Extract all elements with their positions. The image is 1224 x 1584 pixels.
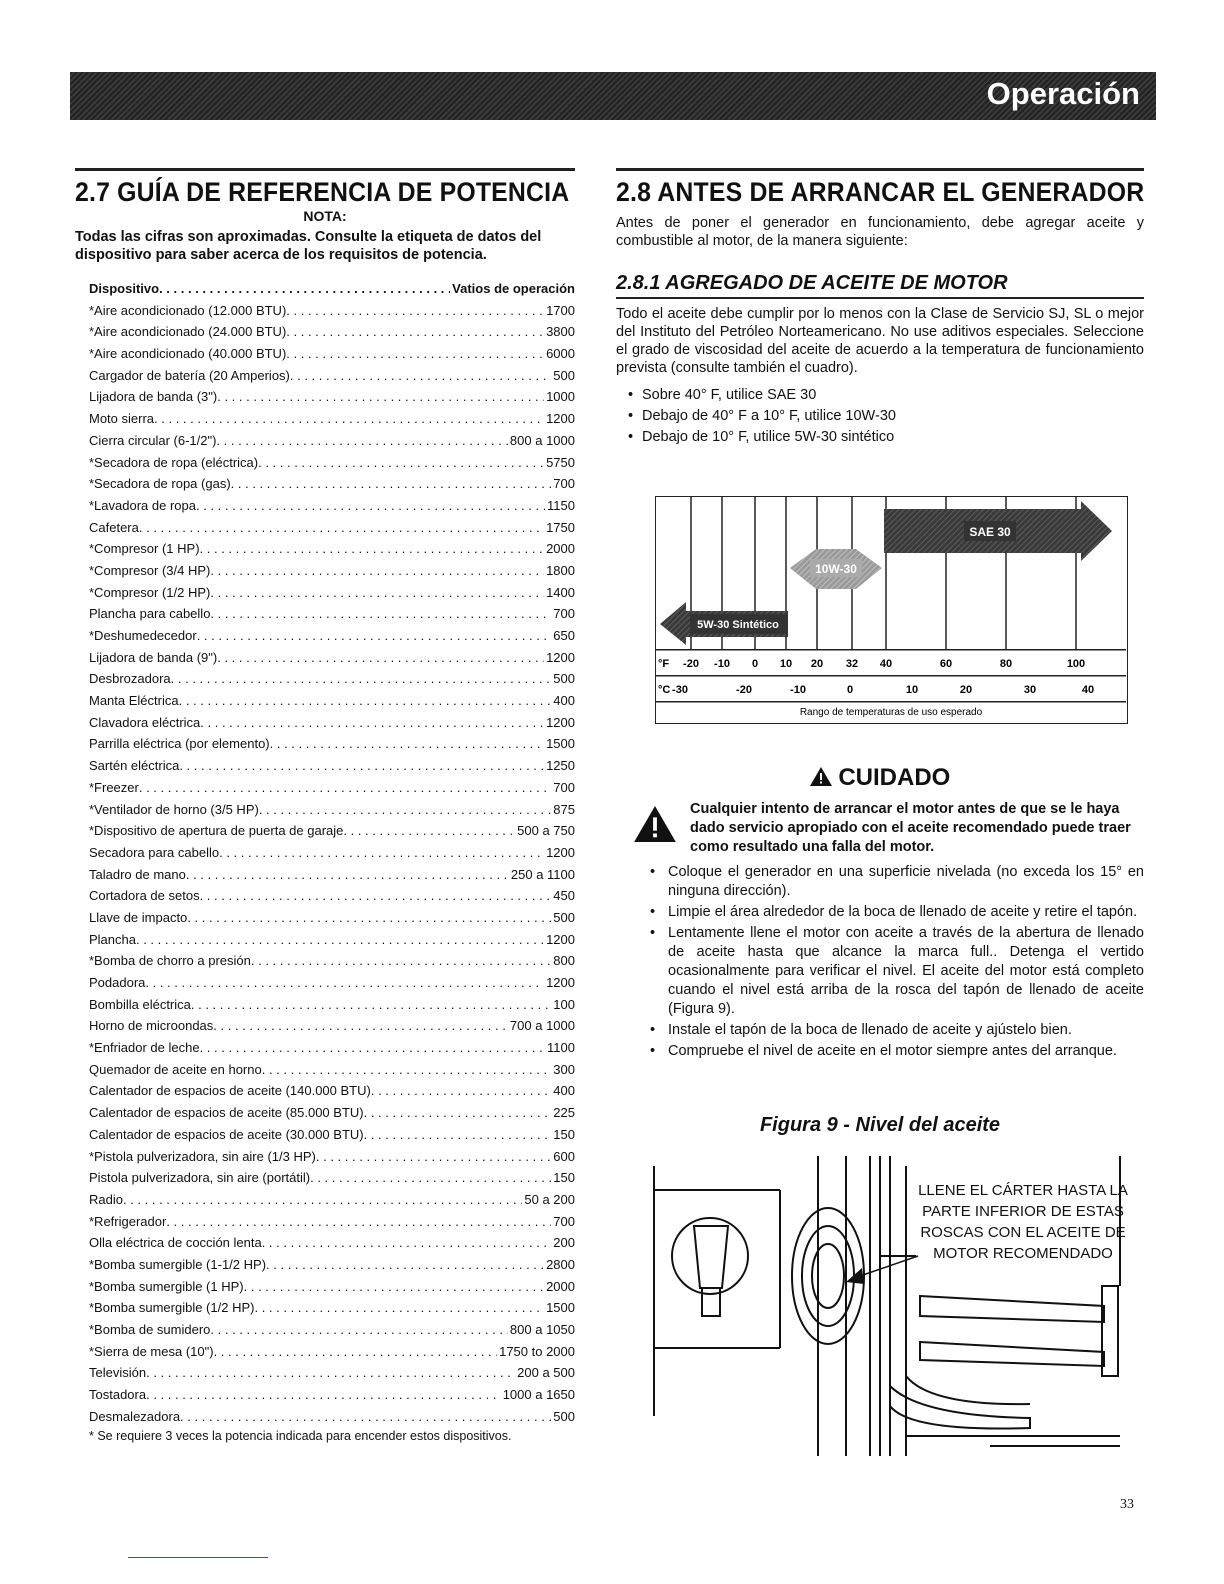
device-watts: 1200 bbox=[546, 411, 575, 427]
table-row bbox=[75, 690, 575, 712]
power-guide-heading: 2.7 GUÍA DE REFERENCIA DE POTENCIA bbox=[75, 177, 570, 207]
table-row bbox=[75, 321, 575, 343]
device-watts: 1000 bbox=[546, 389, 575, 405]
table-footnote: * Se requiere 3 veces la potencia indicada para encender estos dispositivos. bbox=[89, 1429, 512, 1444]
device-name: Calentador de espacios de aceite (30.000 BTU) bbox=[89, 1126, 364, 1142]
device-watts: 650 bbox=[553, 628, 575, 643]
device-watts: 1750 to 2000 bbox=[499, 1343, 575, 1359]
device-watts: 1750 bbox=[546, 519, 575, 535]
heading-rule bbox=[75, 168, 575, 171]
c-tick: 20 bbox=[959, 684, 973, 696]
device-watts: 1100 bbox=[547, 1040, 575, 1056]
caution-title-text: CUIDADO bbox=[838, 764, 951, 791]
f-tick: 32 bbox=[845, 658, 859, 670]
table-row bbox=[75, 842, 575, 864]
table-row bbox=[75, 603, 575, 625]
table-row bbox=[75, 517, 575, 539]
table-row bbox=[75, 929, 575, 951]
device-watts: 1200 bbox=[546, 844, 575, 860]
f-tick: 20 bbox=[810, 658, 824, 670]
f-tick: 80 bbox=[999, 658, 1013, 670]
table-row bbox=[75, 430, 575, 452]
device-watts: 450 bbox=[553, 888, 575, 904]
device-watts: 2000 bbox=[546, 541, 575, 557]
table-row bbox=[75, 755, 575, 777]
device-watts: 1000 a 1650 bbox=[502, 1387, 575, 1403]
device-watts: 2000 bbox=[546, 1278, 575, 1294]
c-tick: -30 bbox=[672, 684, 688, 696]
caution-title bbox=[616, 764, 1144, 792]
power-table bbox=[75, 278, 575, 1427]
sae30-label: SAE 30 bbox=[969, 525, 1011, 539]
device-name: *Aire acondicionado (24.000 BTU) bbox=[89, 324, 287, 340]
device-watts: 200 bbox=[553, 1235, 575, 1251]
device-name: Secadora para cabello bbox=[89, 844, 220, 860]
table-row bbox=[75, 365, 575, 387]
device-name: Horno de microondas bbox=[89, 1018, 214, 1034]
device-watts: 150 bbox=[553, 1170, 575, 1186]
oil-text: Todo el aceite debe cumplir por lo menos con la Clase de Servicio SJ, SL o mejor del Instituto del Petróleo Norteamericano. No use aditivos especiales. Seleccione el grado de viscosidad del aceite de acuerdo a la temperatura de funcionamiento prevista (consulte también el cuadro). bbox=[616, 306, 1144, 376]
f-tick: 0 bbox=[751, 658, 759, 670]
table-row bbox=[75, 799, 575, 821]
device-name: *Bomba de sumidero bbox=[89, 1322, 211, 1337]
table-row bbox=[75, 1189, 575, 1211]
note-text: Todas las cifras son aproximadas. Consulte la etiqueta de datos del dispositivo para saber acerca de los requisitos de potencia. bbox=[75, 229, 542, 263]
device-name: Olla eléctrica de cocción lenta bbox=[89, 1235, 262, 1251]
device-name: *Refrigerador bbox=[89, 1213, 167, 1229]
table-row bbox=[75, 1015, 575, 1037]
device-watts: 400 bbox=[553, 693, 575, 709]
device-watts: 3800 bbox=[546, 324, 575, 340]
warning-icon bbox=[810, 767, 832, 786]
device-name: Cortadora de setos bbox=[89, 888, 200, 904]
table-row bbox=[75, 625, 575, 647]
table-row bbox=[75, 343, 575, 365]
table-row bbox=[75, 777, 575, 799]
device-name: Parrilla eléctrica (por elemento) bbox=[89, 736, 270, 752]
power-reference-column bbox=[75, 168, 575, 1443]
device-name: *Bomba sumergible (1-1/2 HP) bbox=[89, 1256, 267, 1272]
list-item: • Debajo de 10° F, utilice 5W-30 sintético bbox=[632, 427, 1144, 448]
device-name: *Deshumedecedor bbox=[89, 628, 197, 643]
device-watts: 1500 bbox=[546, 1300, 575, 1316]
5w30-label: 5W-30 Sintético bbox=[697, 619, 779, 631]
table-row bbox=[75, 1059, 575, 1081]
table-row bbox=[75, 560, 575, 582]
device-watts: 700 bbox=[553, 1213, 575, 1229]
warning-icon bbox=[634, 806, 676, 842]
f-tick: 10 bbox=[779, 658, 793, 670]
table-row bbox=[75, 582, 575, 604]
device-name: Cierra circular (6-1/2") bbox=[89, 432, 217, 448]
table-row bbox=[75, 712, 575, 734]
device-watts: 1700 bbox=[546, 302, 575, 318]
oil-viscosity-chart bbox=[655, 496, 1128, 724]
device-name: *Compresor (1/2 HP) bbox=[89, 584, 211, 600]
table-row bbox=[75, 864, 575, 886]
10w30-label: 10W-30 bbox=[815, 562, 857, 576]
device-name: Cargador de batería (20 Amperios) bbox=[89, 367, 290, 383]
oil-subheading: 2.8.1 AGREGADO DE ACEITE DE MOTOR bbox=[616, 272, 1144, 299]
device-watts: 200 a 500 bbox=[517, 1365, 575, 1381]
device-name: *Lavadora de ropa bbox=[89, 497, 196, 513]
device-name: Clavadora eléctrica bbox=[89, 714, 201, 730]
table-row bbox=[75, 1362, 575, 1384]
table-row bbox=[75, 1167, 575, 1189]
figure-label: LLENE EL CÁRTER HASTA LA PARTE INFERIOR DE ESTAS ROSCAS CON EL ACEITE DE MOTOR RECOMENDADO bbox=[918, 1182, 1128, 1262]
page-number: 33 bbox=[1120, 1497, 1134, 1512]
f-tick: -10 bbox=[714, 658, 730, 670]
device-name: *Bomba de chorro a presión bbox=[89, 953, 251, 969]
table-row bbox=[75, 647, 575, 669]
device-name: Plancha para cabello bbox=[89, 606, 211, 622]
device-name: *Sierra de mesa (10") bbox=[89, 1343, 214, 1359]
list-item: • Instale el tapón de la boca de llenado de aceite y ajústelo bien. bbox=[650, 1021, 1144, 1040]
device-name: *Compresor (1 HP) bbox=[89, 541, 200, 557]
table-row bbox=[75, 386, 575, 408]
f-tick: 40 bbox=[879, 658, 893, 670]
table-row bbox=[75, 452, 575, 474]
table-row bbox=[75, 1276, 575, 1298]
device-watts: 150 bbox=[553, 1126, 575, 1142]
device-watts: 500 bbox=[553, 909, 575, 925]
table-row bbox=[75, 1080, 575, 1102]
f-tick: 100 bbox=[1066, 658, 1086, 670]
table-row bbox=[75, 994, 575, 1016]
device-name: Quemador de aceite en horno bbox=[89, 1061, 262, 1077]
caution-text: Cualquier intento de arrancar el motor antes de que se le haya dado servicio apropiado con el aceite recomendado puede traer como resultado una falla del motor. bbox=[690, 801, 1131, 855]
table-row bbox=[75, 1211, 575, 1233]
c-tick: 30 bbox=[1023, 684, 1037, 696]
table-row bbox=[75, 1319, 575, 1341]
device-name: *Secadora de ropa (gas) bbox=[89, 476, 231, 492]
caution-steps bbox=[634, 863, 1144, 1061]
header-device: Dispositivo bbox=[89, 281, 160, 296]
device-name: Televisión bbox=[89, 1365, 147, 1381]
device-watts: 800 a 1050 bbox=[509, 1322, 575, 1337]
device-watts: 1500 bbox=[546, 736, 575, 752]
c-tick: 40 bbox=[1081, 684, 1095, 696]
device-name: Calentador de espacios de aceite (85.000 BTU) bbox=[89, 1105, 364, 1121]
device-watts: 500 bbox=[553, 1408, 575, 1424]
device-watts: 875 bbox=[553, 801, 575, 817]
device-name: Cafetera bbox=[89, 519, 139, 535]
chart-caption: Rango de temperaturas de uso esperado bbox=[799, 707, 983, 718]
table-row bbox=[75, 300, 575, 322]
table-row bbox=[75, 538, 575, 560]
device-name: *Secadora de ropa (eléctrica) bbox=[89, 454, 259, 470]
device-watts: 700 bbox=[553, 606, 575, 622]
table-row bbox=[75, 473, 575, 495]
device-watts: 250 a 1100 bbox=[510, 866, 575, 882]
device-name: Desmalezadora bbox=[89, 1408, 181, 1424]
device-watts: 100 bbox=[553, 996, 575, 1012]
section-banner bbox=[70, 72, 1156, 120]
device-watts: 500 bbox=[553, 671, 575, 687]
table-row bbox=[75, 885, 575, 907]
device-name: Lijadora de banda (3") bbox=[89, 389, 218, 405]
device-name: Sartén eléctrica bbox=[89, 758, 180, 774]
table-row bbox=[75, 1406, 575, 1428]
c-tick: 0 bbox=[846, 684, 854, 696]
device-name: *Ventilador de horno (3/5 HP) bbox=[89, 801, 259, 817]
oil-grade-list bbox=[616, 385, 1144, 448]
figure-title: Figura 9 - Nivel del aceite bbox=[759, 1114, 1001, 1136]
f-tick: -20 bbox=[683, 658, 699, 670]
section-label: Operación bbox=[986, 76, 1140, 111]
device-name: *Enfriador de leche bbox=[89, 1040, 200, 1056]
device-name: Podadora bbox=[89, 975, 146, 990]
c-tick: -10 bbox=[790, 684, 806, 696]
device-watts: 600 bbox=[553, 1148, 575, 1164]
device-watts: 700 bbox=[553, 779, 575, 795]
table-row bbox=[75, 1124, 575, 1146]
device-watts: 700 bbox=[553, 476, 575, 492]
table-row bbox=[75, 1232, 575, 1254]
table-row bbox=[75, 1037, 575, 1059]
table-row bbox=[75, 907, 575, 929]
list-item: • Lentamente llene el motor con aceite a través de la abertura de llenado de aceite hasta que alcance la marca full.. Detenga el vertido ocasionalmente para verificar el nivel. El aceite del motor está completo cuando el nivel está arriba de la rosca del tapón de llenado de aceite (Figura 9). bbox=[650, 924, 1144, 1019]
device-watts: 700 a 1000 bbox=[509, 1018, 575, 1034]
device-name: *Compresor (3/4 HP) bbox=[89, 562, 211, 578]
before-start-heading: 2.8 ANTES DE ARRANCAR EL GENERADOR bbox=[616, 177, 1145, 207]
device-watts: 50 a 200 bbox=[524, 1191, 575, 1207]
device-watts: 1200 bbox=[546, 975, 575, 990]
table-row bbox=[75, 1341, 575, 1363]
table-row bbox=[75, 733, 575, 755]
table-row bbox=[75, 950, 575, 972]
device-name: *Dispositivo de apertura de puerta de garaje bbox=[89, 823, 344, 839]
device-name: *Aire acondicionado (40.000 BTU) bbox=[89, 346, 287, 362]
table-row bbox=[75, 1297, 575, 1319]
device-name: *Bomba sumergible (1/2 HP) bbox=[89, 1300, 255, 1316]
device-name: Llave de impacto bbox=[89, 909, 188, 925]
device-watts: 2800 bbox=[546, 1256, 575, 1272]
device-name: Moto sierra bbox=[89, 411, 155, 427]
device-watts: 1800 bbox=[546, 562, 575, 578]
header-watts: Vatios de operación bbox=[452, 281, 575, 296]
device-watts: 800 bbox=[553, 953, 575, 969]
footer-line bbox=[128, 1557, 268, 1558]
table-row bbox=[75, 820, 575, 842]
device-name: Taladro de mano bbox=[89, 866, 186, 882]
heading-rule bbox=[616, 168, 1144, 171]
device-name: *Aire acondicionado (12.000 BTU) bbox=[89, 302, 287, 318]
intro-text: Antes de poner el generador en funcionamiento, debe agregar aceite y combustible al motor, de la manera siguiente: bbox=[616, 215, 1144, 249]
device-watts: 300 bbox=[553, 1061, 575, 1077]
device-watts: 400 bbox=[553, 1083, 575, 1099]
device-watts: 500 a 750 bbox=[517, 823, 575, 839]
table-row bbox=[75, 1146, 575, 1168]
device-watts: 1250 bbox=[546, 758, 575, 774]
device-name: Calentador de espacios de aceite (140.000 BTU) bbox=[89, 1083, 371, 1099]
device-name: Radio bbox=[89, 1191, 123, 1207]
device-name: Plancha bbox=[89, 931, 136, 947]
table-row bbox=[75, 1102, 575, 1124]
device-watts: 1400 bbox=[546, 584, 575, 600]
device-name: Tostadora bbox=[89, 1387, 147, 1403]
table-row bbox=[75, 1254, 575, 1276]
list-item: • Coloque el generador en una superficie nivelada (no exceda los 15° en ninguna dirección). bbox=[650, 863, 1144, 901]
table-row bbox=[75, 495, 575, 517]
device-name: Pistola pulverizadora, sin aire (portátil) bbox=[89, 1170, 311, 1186]
list-item: • Limpie el área alrededor de la boca de llenado de aceite y retire el tapón. bbox=[650, 903, 1144, 922]
list-item: • Compruebe el nivel de aceite en el motor siempre antes del arranque. bbox=[650, 1042, 1144, 1061]
table-row bbox=[75, 408, 575, 430]
start-generator-column bbox=[616, 168, 1144, 448]
f-tick: 60 bbox=[939, 658, 953, 670]
c-tick: 10 bbox=[905, 684, 919, 696]
list-item: • Sobre 40° F, utilice SAE 30 bbox=[632, 385, 1144, 406]
list-item: • Debajo de 40° F a 10° F, utilice 10W-30 bbox=[632, 406, 1144, 427]
table-row bbox=[75, 972, 575, 994]
device-watts: 1150 bbox=[547, 497, 575, 513]
table-header bbox=[75, 278, 575, 300]
device-watts: 500 bbox=[553, 367, 575, 383]
device-name: Desbrozadora bbox=[89, 671, 171, 687]
c-tick: -20 bbox=[736, 684, 752, 696]
device-watts: 1200 bbox=[546, 714, 575, 730]
device-name: *Freezer bbox=[89, 779, 139, 795]
f-unit: °F bbox=[658, 658, 670, 670]
device-name: *Pistola pulverizadora, sin aire (1/3 HP) bbox=[89, 1148, 316, 1164]
device-watts: 6000 bbox=[546, 346, 575, 362]
device-name: Lijadora de banda (9") bbox=[89, 649, 218, 665]
device-watts: 800 a 1000 bbox=[509, 432, 575, 448]
c-unit: °C bbox=[658, 684, 671, 696]
table-row bbox=[75, 1384, 575, 1406]
device-watts: 225 bbox=[553, 1105, 575, 1121]
device-watts: 1200 bbox=[546, 931, 575, 947]
table-row bbox=[75, 668, 575, 690]
device-name: *Bomba sumergible (1 HP) bbox=[89, 1278, 244, 1294]
device-watts: 5750 bbox=[546, 454, 575, 470]
caution-block bbox=[634, 800, 1144, 1063]
device-watts: 1200 bbox=[546, 649, 575, 665]
note-label: NOTA: bbox=[303, 208, 347, 224]
device-name: Bombilla eléctrica bbox=[89, 996, 191, 1012]
device-name: Manta Eléctrica bbox=[89, 693, 179, 709]
